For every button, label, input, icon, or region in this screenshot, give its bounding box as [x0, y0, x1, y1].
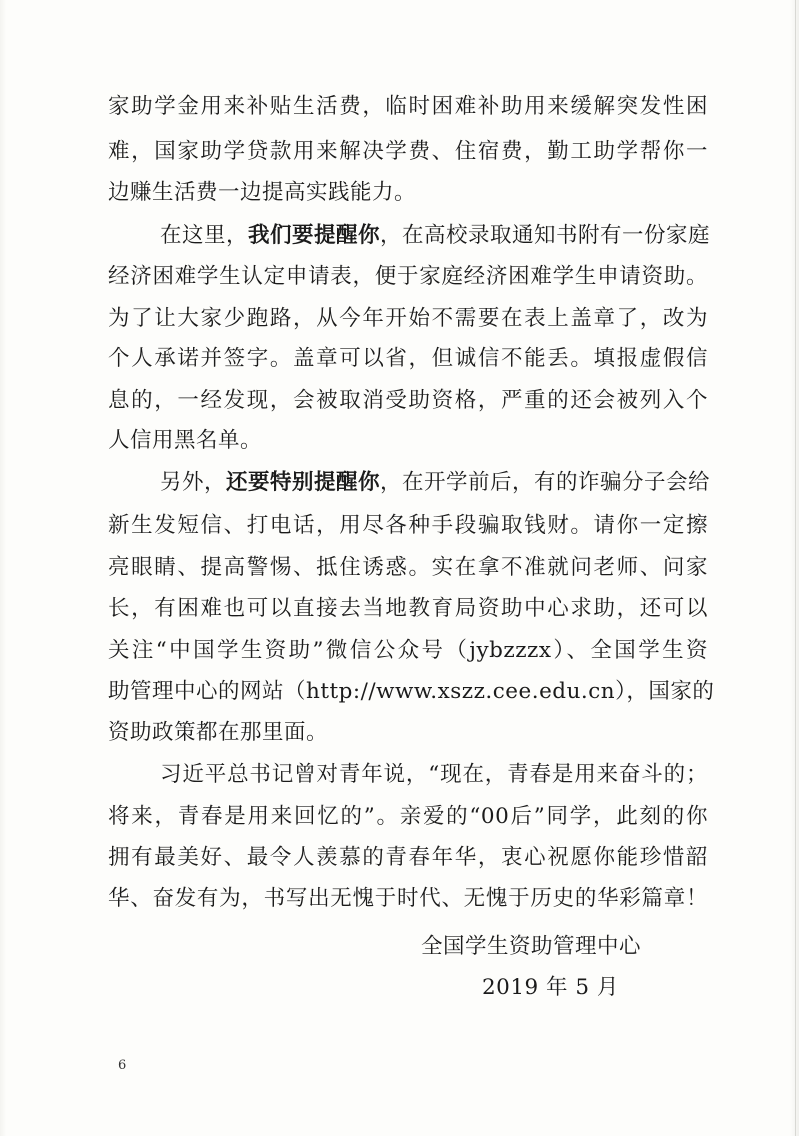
- page-number: 6: [118, 1058, 127, 1073]
- paragraph-3-line-7: 资助政策都在那里面。: [108, 720, 329, 745]
- paragraph-1-line-1: 家助学金用来补贴生活费，临时困难补助用来缓解突发性困: [108, 94, 708, 119]
- paragraph-2-line-6: 人信用黑名单。: [108, 428, 263, 453]
- paragraph-2-prefix: 在这里，: [160, 223, 249, 248]
- paragraph-3-line-2: 新生发短信、打电话，用尽各种手段骗取钱财。请你一定擦: [108, 513, 708, 538]
- paragraph-2-line-3: 为了让大家少跑路，从今年开始不需要在表上盖章了，改为: [108, 306, 708, 331]
- paragraph-2-line-5: 息的，一经发现，会被取消受助资格，严重的还会被列入个: [108, 388, 708, 413]
- paragraph-2-line-1: [160, 221, 711, 251]
- signature-date: 2019 年 5 月: [482, 975, 619, 1000]
- paragraph-3-line-6: 助管理中心的网站（http://www.xszz.cee.edu.cn），国家的: [108, 679, 715, 704]
- paragraph-4-line-2: 将来，青春是用来回忆的”。亲爱的“00后”同学，此刻的你: [108, 804, 708, 829]
- paragraph-3-suffix: ，在开学前后，有的诈骗分子会给: [380, 470, 711, 495]
- paragraph-3-prefix: 另外，: [160, 470, 227, 495]
- paragraph-3-line-1: [160, 468, 711, 498]
- paragraph-2-line-2: 经济困难学生认定申请表，便于家庭经济困难学生申请资助。: [108, 264, 708, 289]
- paragraph-2-emphasis: 我们要提醒你: [248, 223, 381, 248]
- signature-organization: 全国学生资助管理中心: [421, 934, 642, 959]
- paragraph-2-suffix: ，在高校录取通知书附有一份家庭: [380, 223, 711, 248]
- paragraph-2-line-4: 个人承诺并签字。盖章可以省，但诚信不能丢。填报虚假信: [108, 346, 708, 371]
- paragraph-4-line-3: 拥有最美好、最令人羡慕的青春年华，衷心祝愿你能珍惜韶: [108, 845, 708, 870]
- paragraph-1-line-3: 边赚生活费一边提高实践能力。: [108, 180, 417, 205]
- paragraph-4-line-4: 华、奋发有为，书写出无愧于时代、无愧于历史的华彩篇章！: [108, 886, 708, 911]
- paragraph-3-line-5: 关注“中国学生资助”微信公众号（jybzzzx）、全国学生资: [108, 638, 708, 663]
- paragraph-4-line-1: 习近平总书记曾对青年说，“现在，青春是用来奋斗的；: [160, 762, 708, 787]
- paragraph-3-line-3: 亮眼睛、提高警惕、抵住诱惑。实在拿不准就问老师、问家: [108, 555, 708, 580]
- paragraph-1-line-2: 难，国家助学贷款用来解决学费、住宿费，勤工助学帮你一: [108, 139, 708, 164]
- paragraph-3-line-4: 长，有困难也可以直接去当地教育局资助中心求助，还可以: [108, 596, 708, 621]
- scan-edge: [795, 0, 796, 1136]
- paragraph-3-emphasis: 还要特别提醒你: [226, 470, 381, 495]
